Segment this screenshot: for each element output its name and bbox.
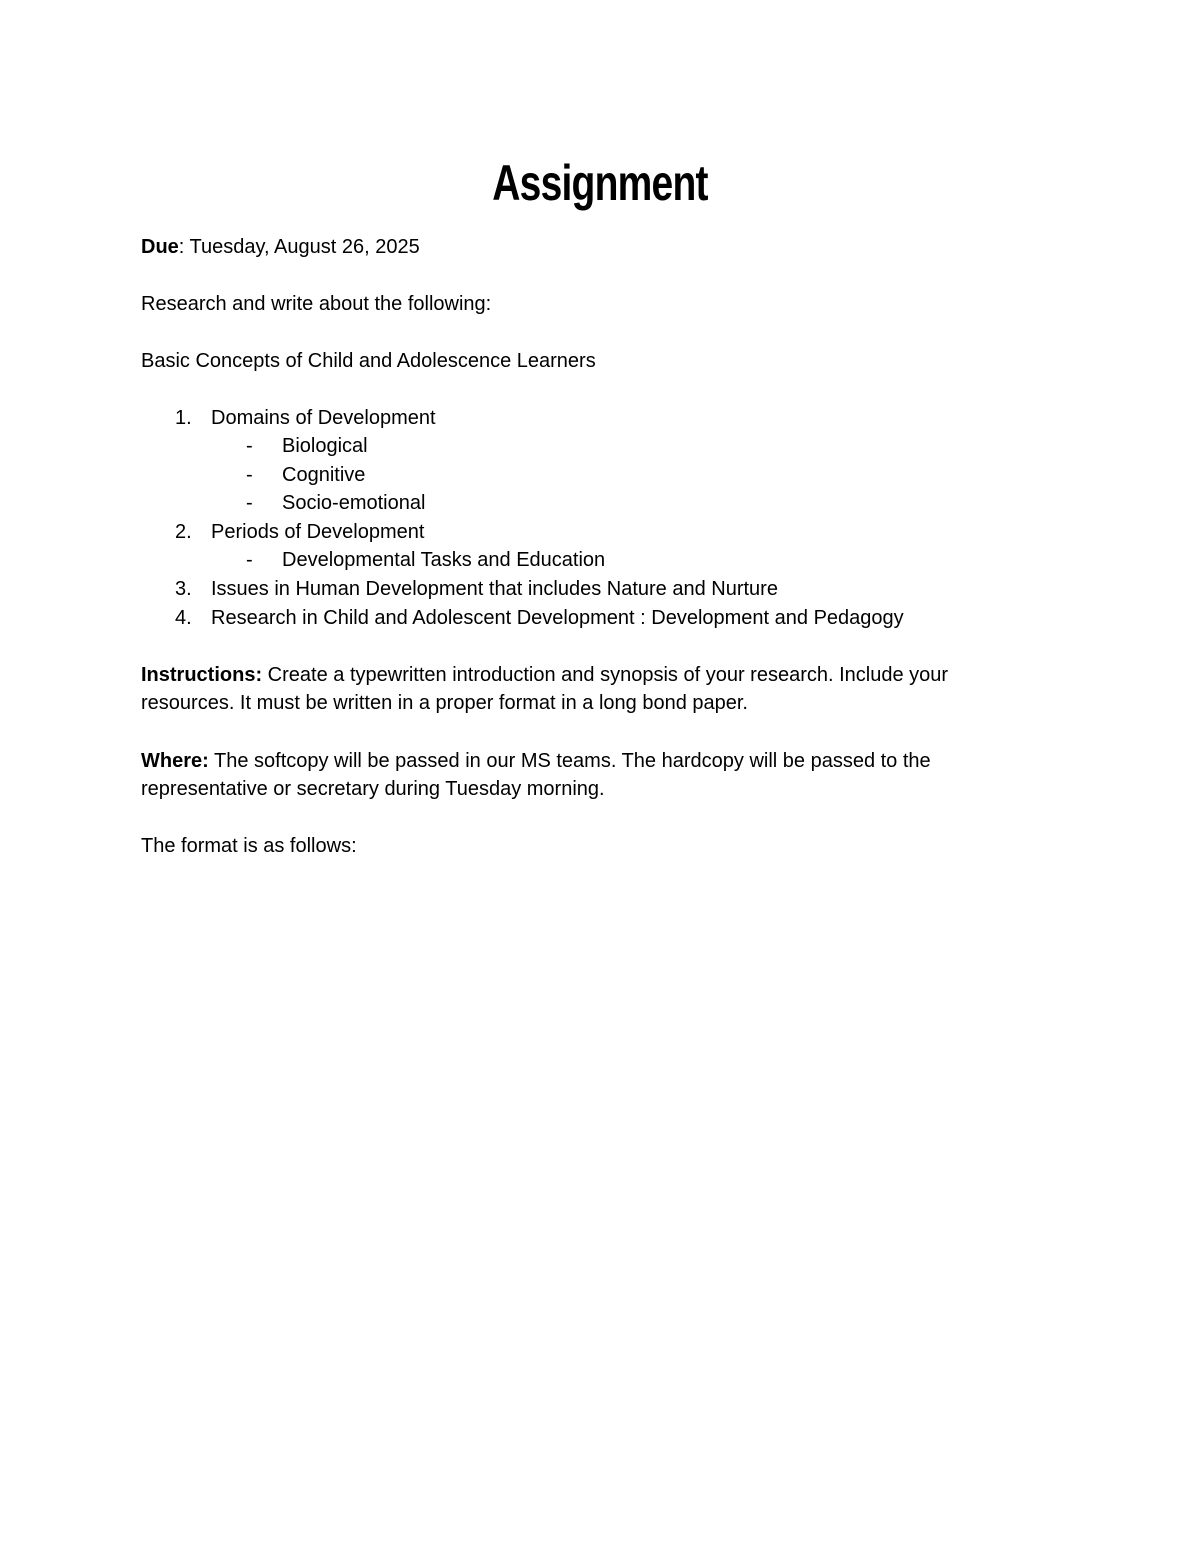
where-line-1	[141, 747, 931, 775]
list-number: 3.	[175, 578, 192, 600]
list-number: 4.	[175, 607, 192, 629]
due-label: Due	[141, 236, 179, 258]
bullet-dash: -	[246, 435, 253, 457]
sub-list-item: Developmental Tasks and Education	[282, 549, 606, 571]
list-number: 1.	[175, 407, 192, 429]
sub-list-item: Cognitive	[282, 464, 366, 486]
list-number: 2.	[175, 521, 192, 543]
instructions-label: Instructions:	[141, 664, 263, 686]
instructions-line-1	[141, 661, 948, 689]
where-line-2: representative or secretary during Tuesday morning.	[141, 778, 605, 800]
intro-text: Research and write about the following:	[141, 293, 492, 315]
instructions-line-2: resources. It must be written in a proper format in a long bond paper.	[141, 692, 748, 714]
bullet-dash: -	[246, 549, 253, 571]
topic-text: Basic Concepts of Child and Adolescence Learners	[141, 350, 596, 372]
list-item: Issues in Human Development that includes Nature and Nurture	[211, 578, 778, 600]
where-label: Where:	[141, 750, 209, 772]
format-text: The format is as follows:	[141, 835, 357, 857]
list-item: Domains of Development	[211, 407, 436, 429]
due-value: : Tuesday, August 26, 2025	[178, 236, 420, 258]
due-line	[141, 233, 420, 261]
instructions-text: Create a typewritten introduction and synopsis of your research. Include your	[262, 664, 949, 686]
bullet-dash: -	[246, 492, 253, 514]
sub-list-item: Biological	[282, 435, 368, 457]
list-item: Periods of Development	[211, 521, 425, 543]
where-text: The softcopy will be passed in our MS teams. The hardcopy will be passed to the	[208, 750, 931, 772]
sub-list-item: Socio-emotional	[282, 492, 426, 514]
document-title: Assignment	[492, 155, 708, 211]
list-item: Research in Child and Adolescent Development : Development and Pedagogy	[211, 607, 904, 629]
bullet-dash: -	[246, 464, 253, 486]
